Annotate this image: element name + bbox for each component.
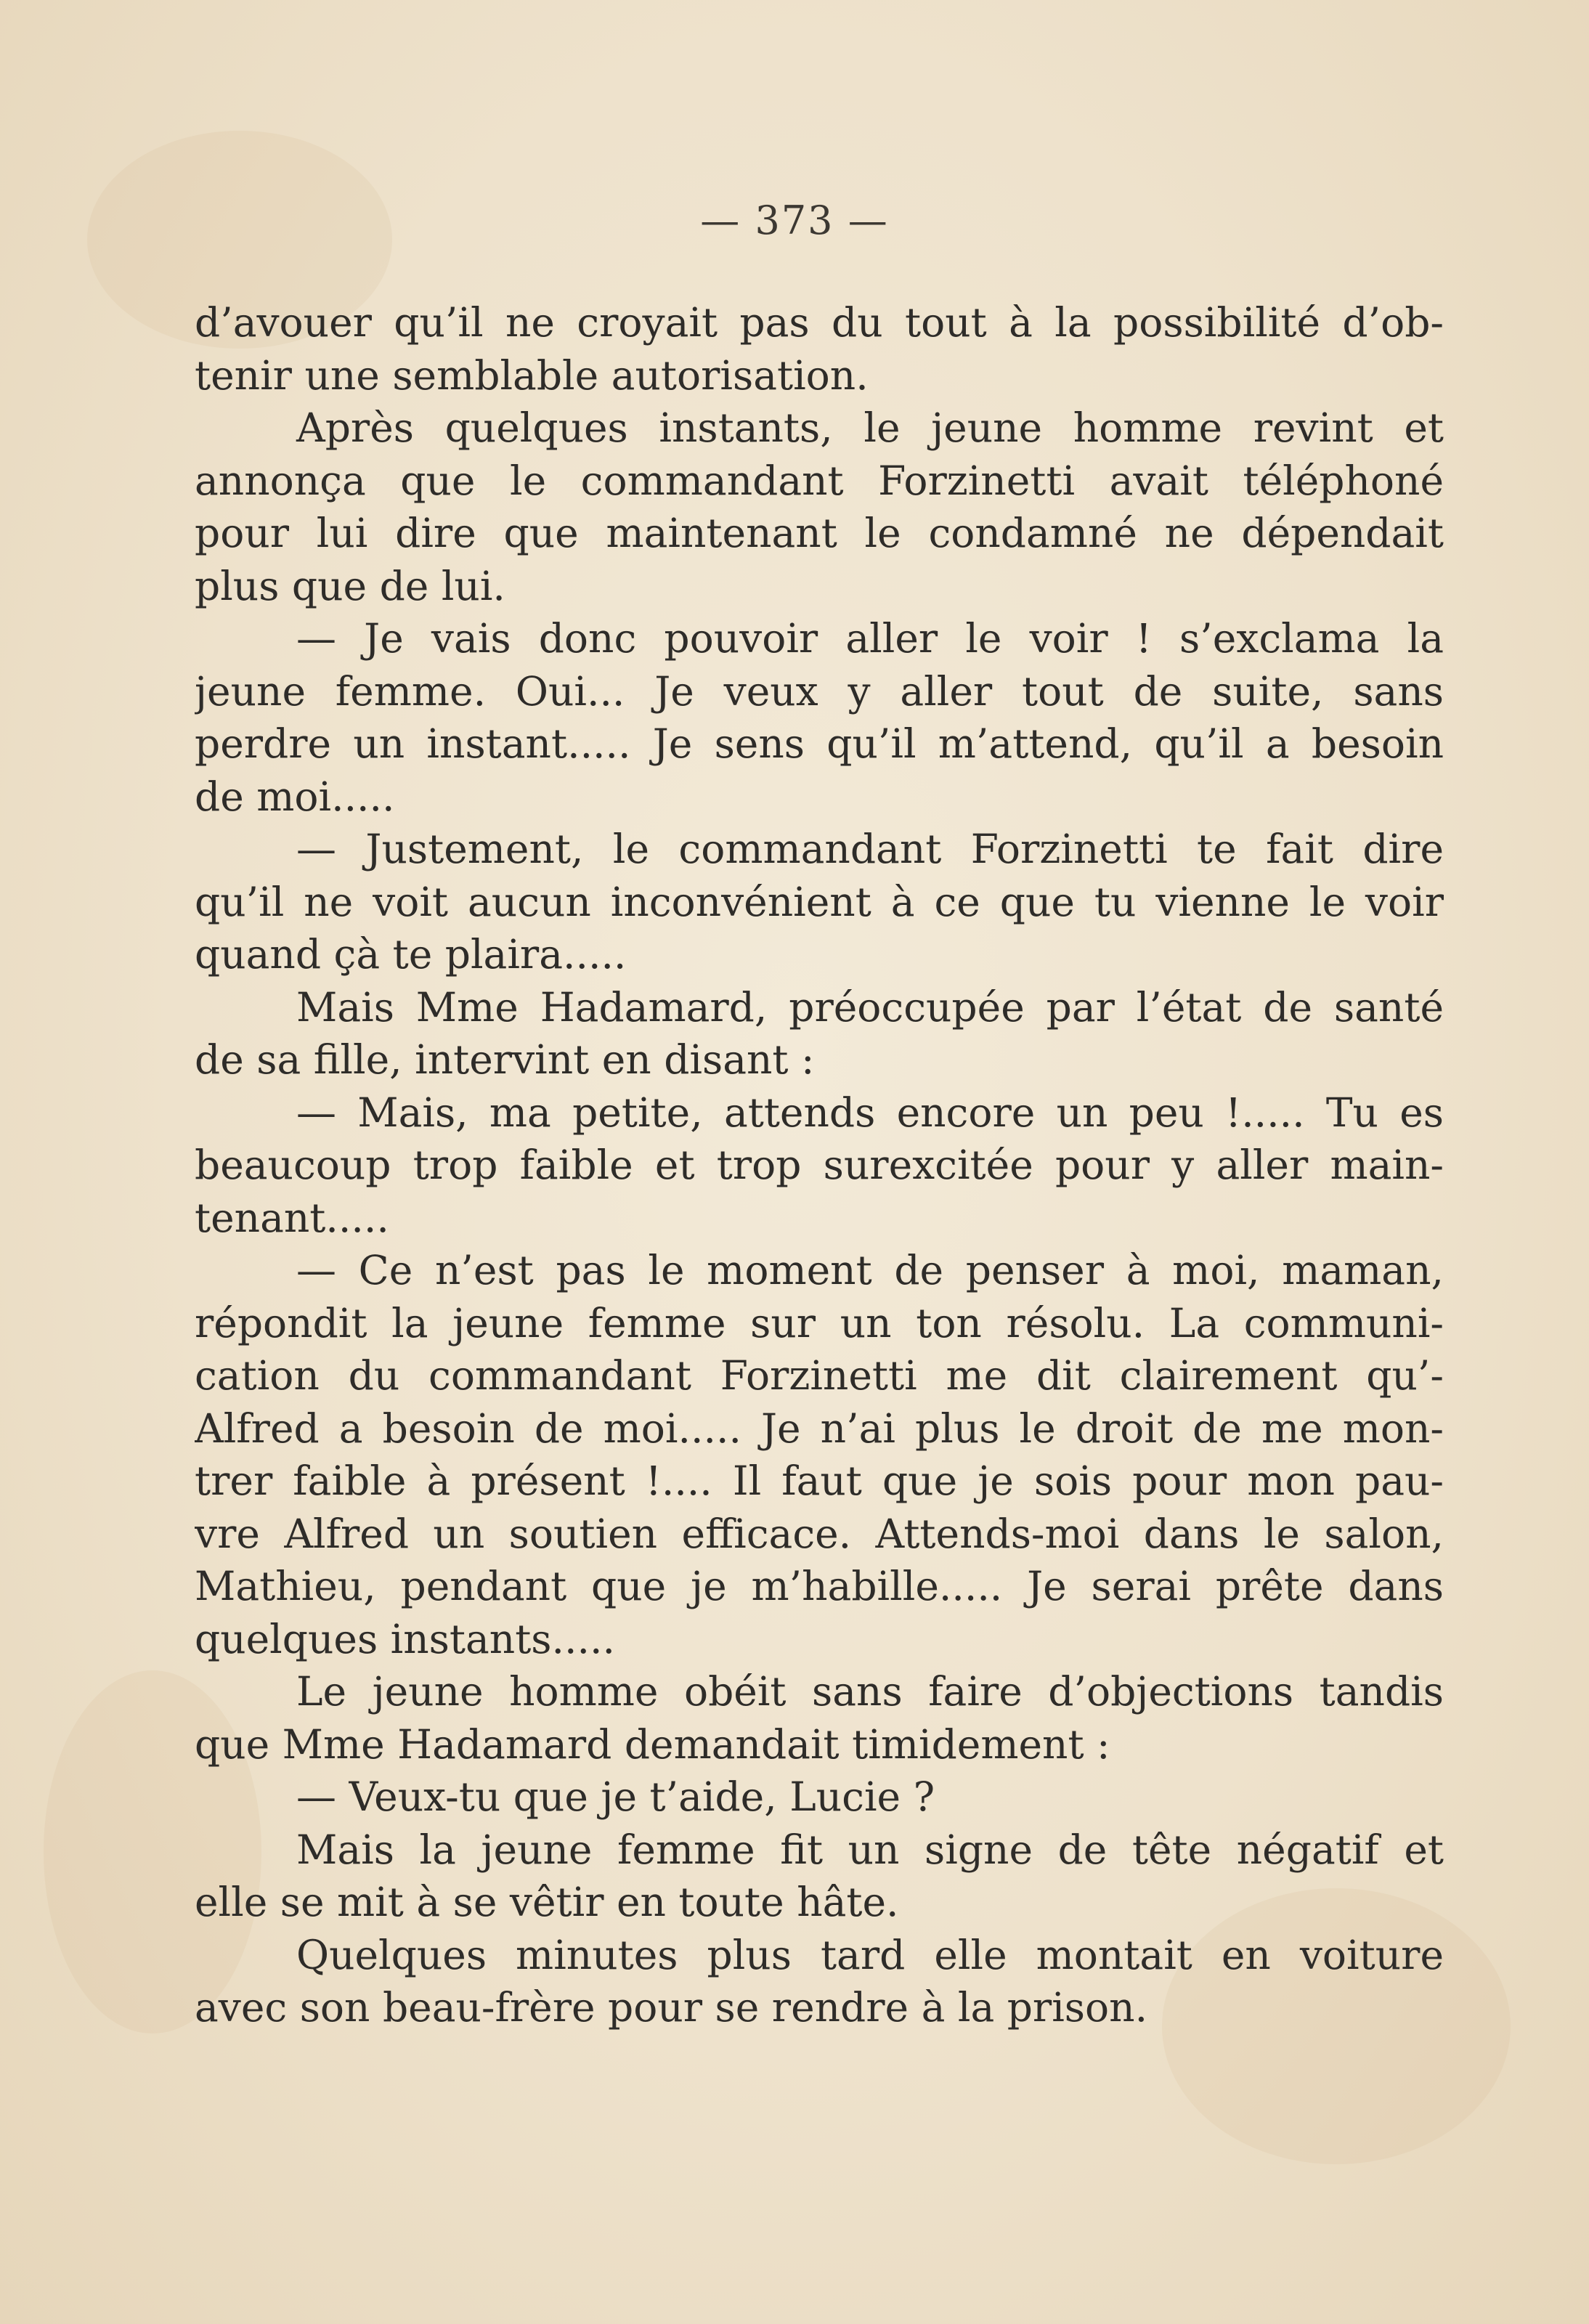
text-line: pour lui dire que maintenant le condamné ne dépendait	[195, 510, 1444, 556]
text-line: — Justement, le commandant Forzinetti te fait dire	[296, 826, 1444, 872]
text-line: Après quelques instants, le jeune homme revint et	[296, 405, 1444, 451]
text-line: Mais Mme Hadamard, préoccupée par l’état de santé	[296, 983, 1444, 1031]
text-line: elle se mit à se vêtir en toute hâte.	[195, 1879, 899, 1925]
text-line: vre Alfred un soutien efficace. Attends-moi dans le salon,	[195, 1510, 1444, 1557]
text-line: de sa fille, intervint en disant :	[195, 1036, 815, 1083]
text-line: beaucoup trop faible et trop surexcitée pour y aller main-	[195, 1142, 1444, 1188]
text-line: Le jeune homme obéit sans faire d’objections tandis	[296, 1668, 1444, 1715]
text-line: répondit la jeune femme sur un ton résolu. La communi-	[195, 1299, 1444, 1346]
text-line: Alfred a besoin de moi..... Je n’ai plus le droit de me mon-	[195, 1405, 1444, 1452]
text-line: tenir une semblable autorisation.	[195, 352, 869, 399]
text-line: qu’il ne voit aucun inconvénient à ce que tu vienne le voir	[195, 878, 1444, 925]
text-line: que Mme Hadamard demandait timidement :	[195, 1720, 1110, 1768]
text-line: quand çà te plaira.....	[195, 931, 627, 978]
text-line: Mathieu, pendant que je m’habille..... Je serai prête dans	[195, 1563, 1444, 1609]
text-line: de moi.....	[195, 773, 395, 820]
text-line: annonça que le commandant Forzinetti avait téléphoné	[195, 457, 1444, 504]
text-line: — Je vais donc pouvoir aller le voir ! s’exclama la	[296, 615, 1444, 662]
text-line: tenant.....	[195, 1194, 389, 1241]
text-line: — Veux-tu que je t’aide, Lucie ?	[296, 1774, 935, 1820]
page-number: — 373 —	[700, 198, 889, 243]
text-line: plus que de lui.	[195, 562, 505, 609]
text-line: quelques instants.....	[195, 1615, 615, 1662]
text-line: cation du commandant Forzinetti me dit clairement qu’-	[195, 1352, 1444, 1399]
text-line: avec son beau-frère pour se rendre à la prison.	[195, 1984, 1148, 2031]
page-text	[195, 296, 1444, 2034]
text-line: jeune femme. Oui... Je veux y aller tout de suite, sans	[195, 667, 1444, 715]
text-line: trer faible à présent !.... Il faut que je sois pour mon pau-	[195, 1458, 1444, 1504]
text-line: Quelques minutes plus tard elle montait en voiture	[296, 1931, 1444, 1978]
text-line: — Ce n’est pas le moment de penser à moi, maman,	[296, 1247, 1444, 1293]
text-line: Mais la jeune femme fit un signe de tête négatif et	[296, 1826, 1444, 1873]
text-line: perdre un instant..... Je sens qu’il m’attend, qu’il a besoin	[195, 720, 1444, 767]
text-line: d’avouer qu’il ne croyait pas du tout à la possibilité d’ob-	[195, 299, 1444, 346]
text-line: — Mais, ma petite, attends encore un peu !..... Tu es	[296, 1089, 1444, 1136]
